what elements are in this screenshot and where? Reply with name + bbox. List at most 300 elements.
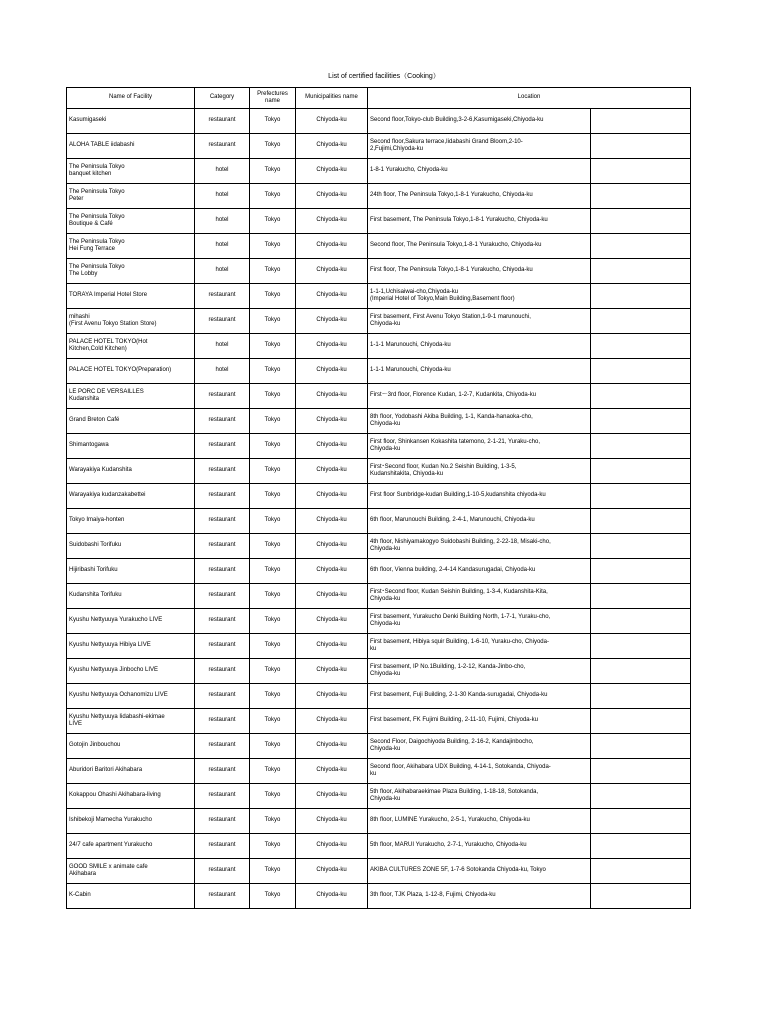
location-cell	[368, 609, 591, 634]
table-body	[67, 109, 691, 909]
location-cell	[368, 459, 591, 484]
table-row	[67, 334, 691, 359]
header-category: Category	[195, 88, 250, 109]
prefecture-cell	[250, 609, 296, 634]
blank-cell	[591, 759, 691, 784]
facility-name-cell	[67, 434, 195, 459]
municipality-cell	[296, 384, 368, 409]
municipality-cell	[296, 484, 368, 509]
municipality-cell	[296, 159, 368, 184]
table-row	[67, 559, 691, 584]
municipality-cell	[296, 659, 368, 684]
prefecture-cell-text: Tokyo	[264, 542, 281, 549]
prefecture-cell	[250, 484, 296, 509]
table-row	[67, 859, 691, 884]
category-cell-text: restaurant	[208, 767, 236, 774]
facility-name-cell	[67, 359, 195, 384]
location-cell	[368, 434, 591, 459]
facility-name-cell	[67, 759, 195, 784]
prefecture-cell-text: Tokyo	[264, 117, 281, 124]
municipality-cell-text: Chiyoda-ku	[316, 542, 347, 549]
location-cell	[368, 384, 591, 409]
location-cell	[368, 734, 591, 759]
facility-name-cell-text: PALACE HOTEL TOKYO(Preparation)	[69, 367, 172, 374]
prefecture-cell	[250, 134, 296, 159]
location-cell	[368, 659, 591, 684]
municipality-cell	[296, 709, 368, 734]
blank-cell	[591, 584, 691, 609]
municipality-cell	[296, 109, 368, 134]
prefecture-cell	[250, 259, 296, 284]
category-cell	[195, 659, 250, 684]
municipality-cell	[296, 834, 368, 859]
location-cell	[368, 809, 591, 834]
category-cell	[195, 634, 250, 659]
municipality-cell-text: Chiyoda-ku	[316, 717, 347, 724]
location-cell-text: Second Floor, Daigochiyoda Building, 2-16-2, Kandajinbocho, Chiyoda-ku	[370, 738, 534, 752]
category-cell	[195, 859, 250, 884]
table-row	[67, 584, 691, 609]
facility-name-cell-text: LE PORC DE VERSAILLES Kudanshita	[69, 388, 144, 402]
category-cell	[195, 534, 250, 559]
facility-name-cell	[67, 284, 195, 309]
location-cell	[368, 509, 591, 534]
prefecture-cell	[250, 284, 296, 309]
facility-name-cell-text: K-Cabin	[69, 892, 91, 899]
document-title: List of certified facilities（Cooking）	[328, 73, 440, 80]
municipality-cell	[296, 534, 368, 559]
category-cell	[195, 159, 250, 184]
prefecture-cell-text: Tokyo	[264, 717, 281, 724]
prefecture-cell	[250, 709, 296, 734]
municipality-cell-text: Chiyoda-ku	[316, 267, 347, 274]
category-cell-text: restaurant	[208, 867, 236, 874]
facility-name-cell	[67, 684, 195, 709]
prefecture-cell-text: Tokyo	[264, 517, 281, 524]
location-cell	[368, 409, 591, 434]
table-row	[67, 409, 691, 434]
category-cell	[195, 834, 250, 859]
municipality-cell-text: Chiyoda-ku	[316, 642, 347, 649]
location-cell-text: 6th floor, Vienna building, 2-4-14 Kandasurugadai, Chiyoda-ku	[370, 567, 536, 574]
location-cell-text: First～3rd floor, Florence Kudan, 1-2-7, Kudankita, Chiyoda-ku	[370, 392, 537, 399]
municipality-cell	[296, 684, 368, 709]
municipality-cell-text: Chiyoda-ku	[316, 367, 347, 374]
location-cell-text: First basement, Yurakucho Denki Building North, 1-7-1, Yuraku-cho, Chiyoda-ku	[370, 613, 551, 627]
blank-cell	[591, 134, 691, 159]
location-cell	[368, 859, 591, 884]
prefecture-cell	[250, 759, 296, 784]
table-row	[67, 434, 691, 459]
location-cell-text: First･Second floor, Kudan No.2 Seishin Building, 1-3-5, Kudanshitakita, Chiyoda-ku	[370, 463, 517, 477]
prefecture-cell	[250, 184, 296, 209]
municipality-cell-text: Chiyoda-ku	[316, 767, 347, 774]
municipality-cell	[296, 309, 368, 334]
category-cell-text: restaurant	[208, 642, 236, 649]
location-cell-text: 24th floor, The Peninsula Tokyo,1-8-1 Yurakucho, Chiyoda-ku	[370, 192, 533, 199]
prefecture-cell-text: Tokyo	[264, 617, 281, 624]
category-cell	[195, 609, 250, 634]
blank-cell	[591, 184, 691, 209]
category-cell-text: restaurant	[208, 592, 236, 599]
municipality-cell	[296, 784, 368, 809]
facility-name-cell	[67, 859, 195, 884]
prefecture-cell	[250, 559, 296, 584]
prefecture-cell	[250, 409, 296, 434]
municipality-cell-text: Chiyoda-ku	[316, 867, 347, 874]
category-cell	[195, 184, 250, 209]
blank-cell	[591, 559, 691, 584]
blank-cell	[591, 859, 691, 884]
facility-name-cell	[67, 234, 195, 259]
table-row	[67, 634, 691, 659]
facility-name-cell-text: The Peninsula Tokyo The Lobby	[69, 263, 125, 277]
prefecture-cell-text: Tokyo	[264, 817, 281, 824]
location-cell	[368, 234, 591, 259]
category-cell	[195, 309, 250, 334]
municipality-cell	[296, 359, 368, 384]
municipality-cell	[296, 284, 368, 309]
category-cell	[195, 684, 250, 709]
header-facility: Name of Facility	[67, 88, 195, 109]
prefecture-cell	[250, 884, 296, 909]
blank-cell	[591, 509, 691, 534]
table-row	[67, 259, 691, 284]
prefecture-cell	[250, 734, 296, 759]
location-cell-text: Second floor, The Peninsula Tokyo,1-8-1 Yurakucho, Chiyoda-ku	[370, 242, 542, 249]
category-cell	[195, 884, 250, 909]
table-row	[67, 484, 691, 509]
category-cell	[195, 334, 250, 359]
category-cell	[195, 584, 250, 609]
header-municipality: Municipalities name	[296, 88, 368, 109]
category-cell-text: restaurant	[208, 392, 236, 399]
municipality-cell-text: Chiyoda-ku	[316, 492, 347, 499]
table-row	[67, 809, 691, 834]
facility-name-cell	[67, 384, 195, 409]
municipality-cell	[296, 409, 368, 434]
facility-name-cell-text: Gotojin Jinbouchou	[69, 742, 121, 749]
prefecture-cell-text: Tokyo	[264, 417, 281, 424]
location-cell-text: 1-1-1 Marunouchi, Chiyoda-ku	[370, 342, 451, 349]
prefecture-cell	[250, 459, 296, 484]
blank-cell	[591, 659, 691, 684]
municipality-cell-text: Chiyoda-ku	[316, 692, 347, 699]
facility-name-cell-text: Ishibekoji Mamecha Yurakucho	[69, 817, 152, 824]
municipality-cell	[296, 209, 368, 234]
facility-name-cell	[67, 634, 195, 659]
facility-name-cell	[67, 809, 195, 834]
category-cell	[195, 134, 250, 159]
prefecture-cell	[250, 334, 296, 359]
prefecture-cell-text: Tokyo	[264, 567, 281, 574]
blank-cell	[591, 234, 691, 259]
municipality-cell-text: Chiyoda-ku	[316, 842, 347, 849]
location-cell	[368, 184, 591, 209]
facilities-table	[66, 87, 691, 909]
prefecture-cell	[250, 659, 296, 684]
municipality-cell-text: Chiyoda-ku	[316, 817, 347, 824]
facility-name-cell-text: mihashi (First Avenu Tokyo Station Store)	[69, 313, 157, 327]
table-row	[67, 834, 691, 859]
facility-name-cell	[67, 559, 195, 584]
prefecture-cell-text: Tokyo	[264, 642, 281, 649]
municipality-cell	[296, 609, 368, 634]
municipality-cell	[296, 259, 368, 284]
prefecture-cell	[250, 359, 296, 384]
blank-cell	[591, 309, 691, 334]
municipality-cell-text: Chiyoda-ku	[316, 792, 347, 799]
location-cell	[368, 484, 591, 509]
location-cell-text: Second floor,Tokyo-club Building,3-2-6,Kasumigaseki,Chiyoda-ku	[370, 117, 544, 124]
facility-name-cell-text: Kyushu Nettyuuya Ochanomizu LIVE	[69, 692, 168, 699]
location-cell	[368, 284, 591, 309]
facility-name-cell-text: ALOHA TABLE iidabashi	[69, 142, 135, 149]
table-row	[67, 309, 691, 334]
blank-cell	[591, 159, 691, 184]
facility-name-cell	[67, 734, 195, 759]
facility-name-cell	[67, 584, 195, 609]
municipality-cell-text: Chiyoda-ku	[316, 392, 347, 399]
category-cell	[195, 809, 250, 834]
table-row	[67, 184, 691, 209]
table-row	[67, 509, 691, 534]
facility-name-cell-text: Tokyo Imaiya-honten	[69, 517, 125, 524]
category-cell-text: restaurant	[208, 742, 236, 749]
facility-name-cell-text: 24/7 cafe apartment Yurakucho	[69, 842, 153, 849]
location-cell	[368, 834, 591, 859]
prefecture-cell-text: Tokyo	[264, 242, 281, 249]
municipality-cell-text: Chiyoda-ku	[316, 242, 347, 249]
table-row	[67, 109, 691, 134]
category-cell	[195, 709, 250, 734]
prefecture-cell-text: Tokyo	[264, 142, 281, 149]
location-cell-text: 6th floor, Marunouchi Building, 2-4-1, Marunouchi, Chiyoda-ku	[370, 517, 535, 524]
municipality-cell	[296, 584, 368, 609]
prefecture-cell	[250, 834, 296, 859]
table-row	[67, 534, 691, 559]
blank-cell	[591, 434, 691, 459]
location-cell	[368, 884, 591, 909]
category-cell	[195, 734, 250, 759]
location-cell-text: 1-1-1 Marunouchi, Chiyoda-ku	[370, 367, 451, 374]
category-cell	[195, 409, 250, 434]
location-cell-text: 5th floor, MARUI Yurakucho, 2-7-1, Yurakucho, Chiyoda-ku	[370, 842, 527, 849]
prefecture-cell-text: Tokyo	[264, 742, 281, 749]
municipality-cell-text: Chiyoda-ku	[316, 667, 347, 674]
prefecture-cell-text: Tokyo	[264, 267, 281, 274]
location-cell	[368, 684, 591, 709]
facility-name-cell-text: The Peninsula Tokyo Boutique & Café	[69, 213, 125, 227]
location-cell-text: 4th floor, Nishiyamakogyo Suidobashi Building, 2-22-18, Misaki-cho, Chiyoda-ku	[370, 538, 551, 552]
category-cell-text: restaurant	[208, 817, 236, 824]
facility-name-cell	[67, 609, 195, 634]
facility-name-cell	[67, 709, 195, 734]
municipality-cell-text: Chiyoda-ku	[316, 467, 347, 474]
prefecture-cell	[250, 809, 296, 834]
blank-cell	[591, 734, 691, 759]
facility-name-cell	[67, 334, 195, 359]
category-cell-text: restaurant	[208, 292, 236, 299]
table-row	[67, 659, 691, 684]
municipality-cell	[296, 459, 368, 484]
prefecture-cell-text: Tokyo	[264, 192, 281, 199]
table-row	[67, 209, 691, 234]
prefecture-cell	[250, 384, 296, 409]
facility-name-cell-text: The Peninsula Tokyo Peter	[69, 188, 125, 202]
municipality-cell	[296, 134, 368, 159]
prefecture-cell-text: Tokyo	[264, 442, 281, 449]
category-cell	[195, 234, 250, 259]
prefecture-cell-text: Tokyo	[264, 292, 281, 299]
municipality-cell	[296, 734, 368, 759]
blank-cell	[591, 459, 691, 484]
blank-cell	[591, 709, 691, 734]
municipality-cell-text: Chiyoda-ku	[316, 317, 347, 324]
prefecture-cell-text: Tokyo	[264, 167, 281, 174]
blank-cell	[591, 334, 691, 359]
prefecture-cell-text: Tokyo	[264, 342, 281, 349]
facility-name-cell	[67, 209, 195, 234]
facility-name-cell-text: PALACE HOTEL TOKYO(Hot Kitchen,Cold Kitchen)	[69, 338, 148, 352]
facility-name-cell-text: Kyushu Nettyuuya Jinbocho LIVE	[69, 667, 159, 674]
facility-name-cell	[67, 784, 195, 809]
location-cell-text: Second floor,Sakura terrace,Iidabashi Grand Bloom,2-10- 2,Fujimi,Chiyoda-ku	[370, 138, 523, 152]
location-cell	[368, 784, 591, 809]
municipality-cell	[296, 509, 368, 534]
category-cell-text: restaurant	[208, 892, 236, 899]
municipality-cell	[296, 234, 368, 259]
facility-name-cell-text: Grand Breton Café	[69, 417, 120, 424]
facility-name-cell	[67, 259, 195, 284]
prefecture-cell-text: Tokyo	[264, 392, 281, 399]
prefecture-cell-text: Tokyo	[264, 367, 281, 374]
facility-name-cell	[67, 834, 195, 859]
table-row	[67, 734, 691, 759]
prefecture-cell-text: Tokyo	[264, 467, 281, 474]
table-row	[67, 459, 691, 484]
category-cell-text: restaurant	[208, 542, 236, 549]
location-cell-text: First･Second floor, Kudan Seishin Building, 1-3-4, Kudanshita-Kita, Chiyoda-ku	[370, 588, 548, 602]
municipality-cell-text: Chiyoda-ku	[316, 217, 347, 224]
location-cell-text: First basement, First Avenu Tokyo Station,1-9-1 marunouchi, Chiyoda-ku	[370, 313, 531, 327]
table-row	[67, 884, 691, 909]
category-cell-text: restaurant	[208, 667, 236, 674]
facility-name-cell	[67, 309, 195, 334]
facility-name-cell-text: Kasumigaseki	[69, 117, 107, 124]
facility-name-cell-text: Shimantogawa	[69, 442, 109, 449]
blank-cell	[591, 384, 691, 409]
blank-cell	[591, 109, 691, 134]
category-cell-text: restaurant	[208, 567, 236, 574]
prefecture-cell-text: Tokyo	[264, 217, 281, 224]
table-row	[67, 609, 691, 634]
category-cell-text: hotel	[215, 367, 229, 374]
prefecture-cell-text: Tokyo	[264, 867, 281, 874]
category-cell-text: hotel	[215, 342, 229, 349]
facility-name-cell	[67, 509, 195, 534]
prefecture-cell-text: Tokyo	[264, 792, 281, 799]
municipality-cell-text: Chiyoda-ku	[316, 192, 347, 199]
category-cell	[195, 509, 250, 534]
blank-cell	[591, 609, 691, 634]
table-row	[67, 359, 691, 384]
location-cell-text: 3th floor, TJK Plaza, 1-12-8, Fujimi, Chiyoda-ku	[370, 892, 496, 899]
location-cell-text: 5th floor, Akihabaraekimae Plaza Building, 1-18-18, Sotokanda, Chiyoda-ku	[370, 788, 539, 802]
municipality-cell-text: Chiyoda-ku	[316, 292, 347, 299]
category-cell	[195, 259, 250, 284]
location-cell	[368, 709, 591, 734]
location-cell	[368, 534, 591, 559]
municipality-cell-text: Chiyoda-ku	[316, 342, 347, 349]
category-cell	[195, 284, 250, 309]
facility-name-cell-text: Aburidori Baritori Akihabara	[69, 767, 143, 774]
municipality-cell	[296, 559, 368, 584]
facility-name-cell-text: Hijiribashi Torifuku	[69, 567, 118, 574]
facility-name-cell	[67, 184, 195, 209]
municipality-cell	[296, 809, 368, 834]
blank-cell	[591, 684, 691, 709]
facility-name-cell-text: TORAYA Imperial Hotel Store	[69, 292, 148, 299]
blank-cell	[591, 834, 691, 859]
table-row	[67, 159, 691, 184]
facility-name-cell-text: Suidobashi Torifuku	[69, 542, 122, 549]
municipality-cell	[296, 634, 368, 659]
prefecture-cell	[250, 159, 296, 184]
location-cell-text: First floor, The Peninsula Tokyo,1-8-1 Yurakucho, Chiyoda-ku	[370, 267, 533, 274]
table-row	[67, 709, 691, 734]
municipality-cell	[296, 434, 368, 459]
location-cell-text: 8th floor, Yodobashi Akiba Building, 1-1, Kanda-hanaoka-cho, Chiyoda-ku	[370, 413, 533, 427]
municipality-cell-text: Chiyoda-ku	[316, 142, 347, 149]
prefecture-cell-text: Tokyo	[264, 692, 281, 699]
facility-name-cell	[67, 659, 195, 684]
municipality-cell-text: Chiyoda-ku	[316, 442, 347, 449]
location-cell-text: First basement, IP No.1Building, 1-2-12, Kanda-Jinbo-cho, Chiyoda-ku	[370, 663, 526, 677]
blank-cell	[591, 484, 691, 509]
location-cell	[368, 259, 591, 284]
header-prefecture: Prefectures name	[250, 88, 296, 109]
facility-name-cell-text: Kyushu Nettyuuya Iidabashi-ekimae LIVE	[69, 713, 165, 727]
facility-name-cell-text: Kokappou Ohashi Akihabara-living	[69, 792, 161, 799]
location-cell	[368, 359, 591, 384]
prefecture-cell	[250, 209, 296, 234]
prefecture-cell	[250, 534, 296, 559]
location-cell	[368, 759, 591, 784]
category-cell	[195, 759, 250, 784]
facility-name-cell-text: GOOD SMILE x animate cafe Akihabara	[69, 863, 148, 877]
category-cell	[195, 209, 250, 234]
prefecture-cell	[250, 859, 296, 884]
blank-cell	[591, 259, 691, 284]
blank-cell	[591, 209, 691, 234]
table-row	[67, 284, 691, 309]
prefecture-cell-text: Tokyo	[264, 592, 281, 599]
municipality-cell-text: Chiyoda-ku	[316, 742, 347, 749]
blank-cell	[591, 809, 691, 834]
prefecture-cell	[250, 509, 296, 534]
category-cell-text: hotel	[215, 267, 229, 274]
category-cell	[195, 484, 250, 509]
municipality-cell-text: Chiyoda-ku	[316, 167, 347, 174]
facility-name-cell	[67, 534, 195, 559]
category-cell-text: restaurant	[208, 517, 236, 524]
municipality-cell-text: Chiyoda-ku	[316, 892, 347, 899]
prefecture-cell	[250, 784, 296, 809]
prefecture-cell	[250, 309, 296, 334]
facility-name-cell-text: Kudanshita Torifuku	[69, 592, 122, 599]
facility-name-cell-text: The Peninsula Tokyo banquet kitchen	[69, 163, 125, 177]
